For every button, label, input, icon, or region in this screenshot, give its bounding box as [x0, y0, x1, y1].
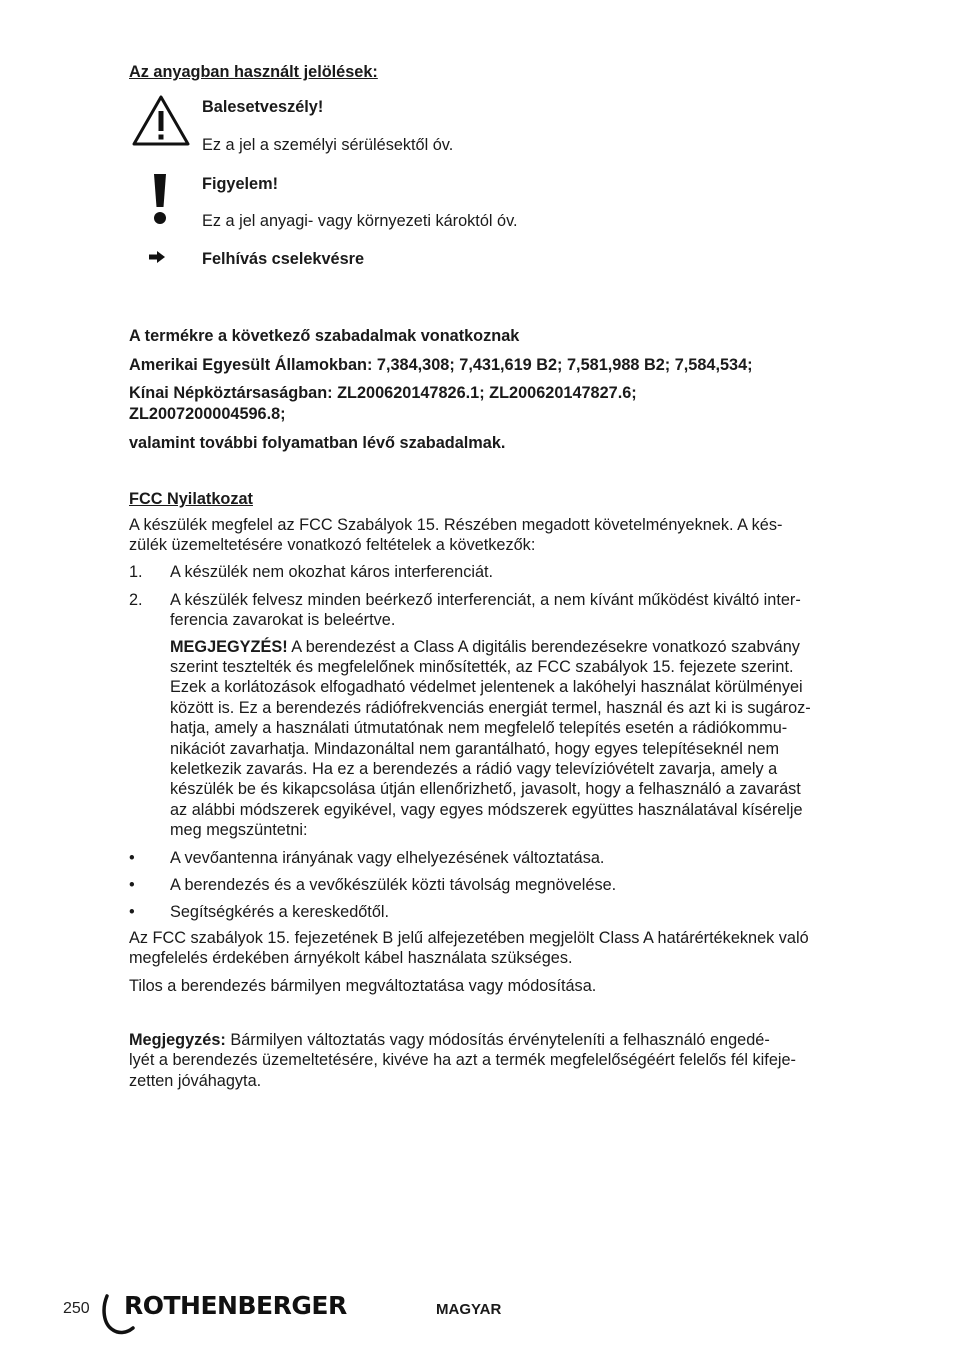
bullet: •: [129, 903, 135, 921]
symbols-heading: Az anyagban használt jelölések:: [129, 63, 378, 81]
language-label: MAGYAR: [436, 1301, 502, 1318]
patents-us: Amerikai Egyesült Államokban: 7,384,308; 7,431,619 B2; 7,581,988 B2; 7,584,534;: [129, 356, 753, 374]
fcc-no-modification: Tilos a berendezés bármilyen megváltoztatása vagy módosítása.: [129, 977, 597, 995]
bullet-item: A berendezés és a vevőkészülék közti távolság megnövelése.: [170, 876, 617, 894]
fcc-note-line: szerint tesztelték és megfelelőnek minősítették, az FCC szabályok 15. fejezete szerint.: [170, 658, 794, 676]
warning-title: Balesetveszély!: [202, 98, 324, 116]
fcc-note-line: között is. Ez a berendezés rádiófrekvenciás energiát termel, használ és azt ki is sugároz-: [170, 699, 811, 717]
bullet: •: [129, 849, 135, 867]
warning-text: Ez a jel a személyi sérülésektől óv.: [202, 136, 454, 154]
caution-title: Figyelem!: [202, 175, 279, 193]
list-number: 2.: [129, 591, 143, 609]
bullet-item: Segítségkérés a kereskedőtől.: [170, 903, 390, 921]
fcc-intro-line2: zülék üzemeltetésére vonatkozó feltételek a következők:: [129, 536, 536, 554]
fcc-shield-line2: megfelelés érdekében árnyékolt kábel használata szükséges.: [129, 949, 573, 967]
fcc-note-line: az alábbi módszerek egyikével, vagy egyes módszerek együttes használatával kísérelje: [170, 801, 803, 819]
fcc-note-label: MEGJEGYZÉS!: [170, 638, 288, 656]
fcc-note-text: A berendezést a Class A digitális berendezésekre vonatkozó szabvány: [287, 638, 800, 656]
patents-intro: A termékre a következő szabadalmak vonatkoznak: [129, 327, 520, 345]
list-number: 1.: [129, 563, 143, 581]
patents-cn-line2: ZL2007200004596.8;: [129, 405, 286, 423]
fcc-note-line: Ezek a korlátozások elfogadható védelmet jelentenek a lakóhelyi használat körülményei: [170, 678, 803, 696]
page-number: 250: [63, 1300, 90, 1317]
fcc-note-line: nikációt zavarhatja. Mindazonáltal nem garantálható, hogy egyes telepítéseknél nem: [170, 740, 780, 758]
list-item-text: A készülék nem okozhat káros interferenciát.: [170, 563, 494, 581]
list-item-text: A készülék felvesz minden beérkező interferenciát, a nem kívánt működést kiváltó inter-: [170, 591, 801, 609]
exclamation-icon: [150, 173, 170, 225]
fcc-note-line: hatja, amely a használati útmutatónak nem megfelelő telepítés esetén a rádiókommu-: [170, 719, 788, 737]
final-note-line: [129, 1030, 770, 1051]
fcc-note-line: meg megszüntetni:: [170, 821, 308, 839]
final-note-label: Megjegyzés:: [129, 1031, 226, 1049]
brand-logo: ROTHENBERGER: [124, 1291, 347, 1320]
warning-triangle-icon: [132, 95, 190, 147]
fcc-note-line: [170, 637, 800, 658]
action-title: Felhívás cselekvésre: [202, 250, 365, 268]
fcc-shield-line1: Az FCC szabályok 15. fejezetének B jelű alfejezetében megjelölt Class A határértékeknek való: [129, 929, 809, 947]
fcc-note-line: készülék be és kikapcsolása útján ellenőrizhető, javasolt, hogy a felhasználó a zavarást: [170, 780, 801, 798]
final-note-line: zetten jóváhagyta.: [129, 1072, 262, 1090]
fcc-intro-line1: A készülék megfelel az FCC Szabályok 15. Részében megadott követelményeknek. A kés-: [129, 516, 783, 534]
bullet-item: A vevőantenna irányának vagy elhelyezésének változtatása.: [170, 849, 605, 867]
list-item-text: ferencia zavarokat is beleértve.: [170, 611, 396, 629]
fcc-note-line: keletkezik zavarás. Ha ez a berendezés a rádió vagy televízióvételt zavarja, amely a: [170, 760, 778, 778]
arrow-right-icon: [149, 251, 165, 263]
fcc-heading: FCC Nyilatkozat: [129, 490, 253, 508]
final-note-line: lyét a berendezés üzemeltetésére, kivéve ha azt a termék megfelelőségéért felelős fél kifeje-: [129, 1051, 796, 1069]
patents-cn-line1: Kínai Népköztársaságban: ZL200620147826.1; ZL200620147827.6;: [129, 384, 637, 402]
final-note-text: Bármilyen változtatás vagy módosítás érvényteleníti a felhasználó engedé-: [225, 1031, 770, 1049]
bullet: •: [129, 876, 135, 894]
patents-pending: valamint további folyamatban lévő szabadalmak.: [129, 434, 506, 452]
caution-text: Ez a jel anyagi- vagy környezeti károktól óv.: [202, 212, 518, 230]
